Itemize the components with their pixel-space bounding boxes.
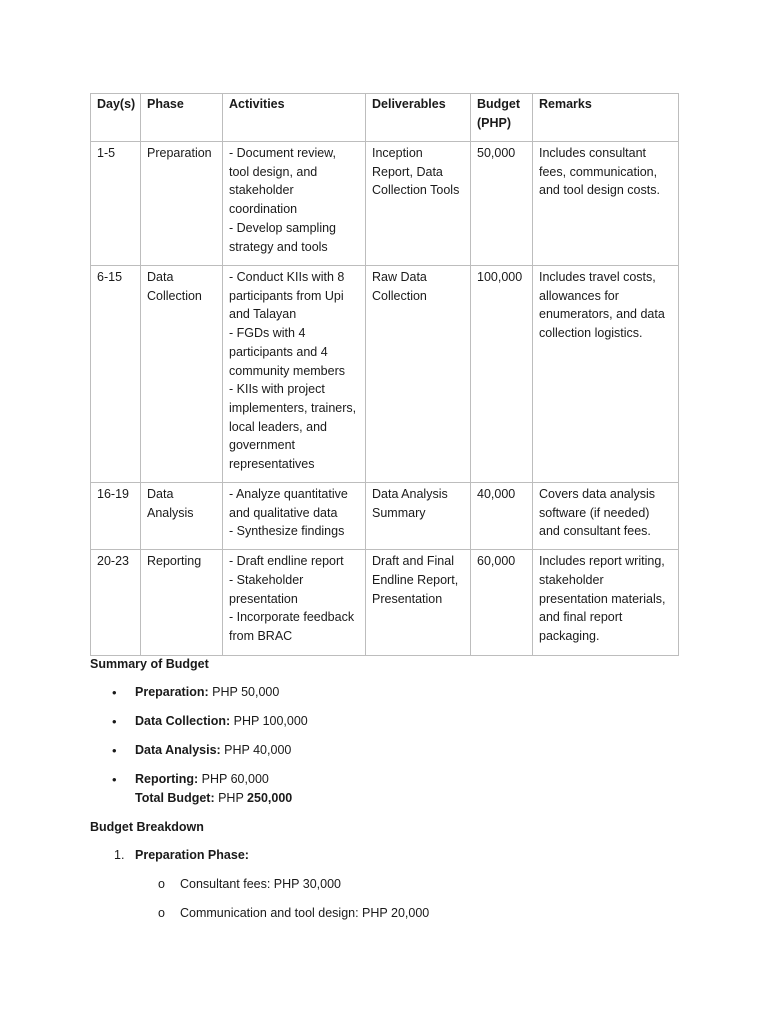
cell-remarks: Includes report writing, stakeholder presentation materials, and final report packaging. bbox=[533, 550, 679, 656]
bullet-icon: • bbox=[112, 772, 117, 787]
breakdown-item-text: Communication and tool design: PHP 20,000 bbox=[180, 906, 430, 920]
table-row bbox=[91, 266, 679, 483]
summary-item-label: Data Collection: bbox=[135, 714, 231, 728]
total-budget-label: Total Budget: bbox=[135, 791, 215, 805]
table-row bbox=[91, 142, 679, 266]
summary-item-value: PHP 60,000 bbox=[198, 772, 269, 786]
header-days: Day(s) bbox=[91, 94, 141, 142]
list-item bbox=[90, 712, 690, 731]
sub-bullet-icon: o bbox=[158, 906, 165, 920]
cell-activities: - Analyze quantitative and qualitative data - Synthesize findings bbox=[223, 483, 366, 550]
table-header-row bbox=[91, 94, 679, 142]
list-item bbox=[90, 683, 690, 702]
cell-days: 20-23 bbox=[91, 550, 141, 656]
total-budget-currency: PHP bbox=[214, 791, 248, 805]
cell-budget: 50,000 bbox=[471, 142, 533, 266]
cell-budget: 100,000 bbox=[471, 266, 533, 483]
cell-budget: 40,000 bbox=[471, 483, 533, 550]
cell-remarks: Includes consultant fees, communication, and tool design costs. bbox=[533, 142, 679, 266]
bullet-icon: • bbox=[112, 714, 117, 729]
list-item bbox=[90, 770, 690, 808]
cell-deliverables: Data Analysis Summary bbox=[366, 483, 471, 550]
cell-budget: 60,000 bbox=[471, 550, 533, 656]
budget-summary-section bbox=[90, 655, 690, 923]
breakdown-sublist bbox=[90, 875, 690, 923]
total-budget-amount: 250,000 bbox=[247, 791, 293, 805]
summary-item-label: Data Analysis: bbox=[135, 743, 221, 757]
bullet-icon: • bbox=[112, 685, 117, 700]
summary-item-label: Preparation: bbox=[135, 685, 209, 699]
bullet-icon: • bbox=[112, 743, 117, 758]
cell-deliverables: Inception Report, Data Collection Tools bbox=[366, 142, 471, 266]
total-budget-line bbox=[135, 789, 690, 808]
breakdown-list bbox=[90, 846, 690, 923]
summary-item-value: PHP 40,000 bbox=[220, 743, 292, 757]
header-deliverables: Deliverables bbox=[366, 94, 471, 142]
table-row bbox=[91, 550, 679, 656]
summary-heading: Summary of Budget bbox=[90, 657, 209, 671]
cell-deliverables: Raw Data Collection bbox=[366, 266, 471, 483]
cell-deliverables: Draft and Final Endline Report, Presentation bbox=[366, 550, 471, 656]
cell-days: 16-19 bbox=[91, 483, 141, 550]
cell-phase: Data Collection bbox=[141, 266, 223, 483]
header-phase: Phase bbox=[141, 94, 223, 142]
breakdown-heading: Budget Breakdown bbox=[90, 820, 204, 834]
cell-activities: - Document review, tool design, and stakeholder coordination - Develop sampling strategy and tools bbox=[223, 142, 366, 266]
list-number: 1. bbox=[114, 848, 125, 862]
list-item bbox=[90, 904, 690, 923]
cell-activities: - Draft endline report - Stakeholder presentation - Incorporate feedback from BRAC bbox=[223, 550, 366, 656]
cell-remarks: Includes travel costs, allowances for enumerators, and data collection logistics. bbox=[533, 266, 679, 483]
summary-item-value: PHP 100,000 bbox=[230, 714, 308, 728]
list-item bbox=[90, 875, 690, 894]
header-activities: Activities bbox=[223, 94, 366, 142]
header-budget: Budget (PHP) bbox=[471, 94, 533, 142]
table-row bbox=[91, 483, 679, 550]
breakdown-item-text: Consultant fees: PHP 30,000 bbox=[180, 877, 341, 891]
summary-item-value: PHP 50,000 bbox=[208, 685, 280, 699]
summary-item-label: Reporting: bbox=[135, 772, 199, 786]
list-item bbox=[90, 846, 690, 923]
sub-bullet-icon: o bbox=[158, 877, 165, 891]
cell-days: 1-5 bbox=[91, 142, 141, 266]
cell-phase: Data Analysis bbox=[141, 483, 223, 550]
breakdown-phase-label: Preparation Phase: bbox=[135, 848, 249, 862]
header-remarks: Remarks bbox=[533, 94, 679, 142]
cell-activities: - Conduct KIIs with 8 participants from Upi and Talayan - FGDs with 4 participants and 4 community members - KIIs with project implementers, trainers, local leaders, and government representatives bbox=[223, 266, 366, 483]
workplan-budget-table bbox=[90, 93, 679, 656]
cell-remarks: Covers data analysis software (if needed) and consultant fees. bbox=[533, 483, 679, 550]
cell-phase: Reporting bbox=[141, 550, 223, 656]
summary-list bbox=[90, 683, 690, 808]
cell-days: 6-15 bbox=[91, 266, 141, 483]
cell-phase: Preparation bbox=[141, 142, 223, 266]
list-item bbox=[90, 741, 690, 760]
